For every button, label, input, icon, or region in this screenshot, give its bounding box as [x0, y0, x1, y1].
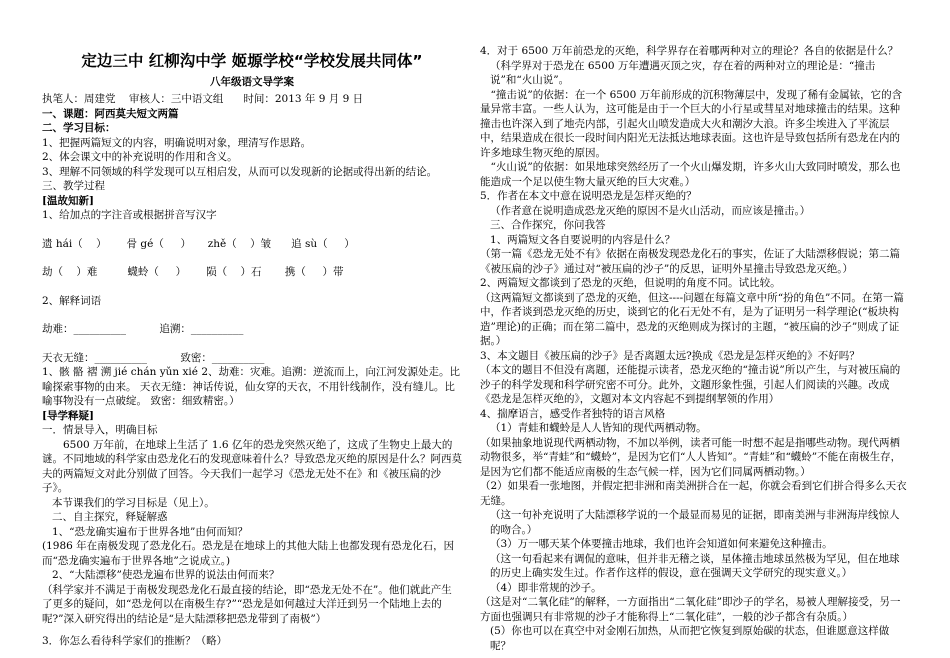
coop-question: 3、本文题目《被压扁的沙子》是否离题太远?换成《恐龙是怎样灭绝的》不好吗？ — [480, 349, 860, 362]
section-goals: 二、学习目标： — [42, 122, 116, 134]
answer-4b: “撞击说”的依据：在一个 6500 万年前形成的沉积物薄层中，发现了稀有金属铱，它的含量异常丰富。一些人认为，这可能是由于一个巨大的小行星或彗星对地球撞击的结果。这种撞击也许深入到了地壳内部，引起火山喷发造成大火和潮汐大浪。许多尘埃进入了平流层中，结果造成在很长一段时间内阳光无法抵达地球表面。这也许是导致包括所有恐龙在内的许多地球生物灭绝的原因。 — [480, 88, 903, 159]
explore-answer: （科学家并不满足于南极发现恐龙化石最直接的结论，即“恐龙无处不在”。他们就此产生了更多的疑问，如“恐龙何以在南极生存?”“恐龙是如何越过大洋迁到另一个陆地上去的呢?”深入研究得出的结论是“是大陆漂移把恐龙带到了南极”） — [42, 583, 452, 625]
language-answer: （这是对“二氧化硅”的解释，一方面指出“二氧化硅”即沙子的学名，易被人理解接受，另一方面也强调只有非常规的沙子才能称得上“二氧化硅”，一般的沙子都含有杂质。） — [480, 596, 901, 623]
question-terms: 2、解释词语 — [42, 294, 102, 307]
daoxue-heading: [导学释疑] — [42, 409, 94, 422]
language-answer: （如果抽象地说现代两栖动物，不加以举例，读者可能一时想不起是指哪些动物。现代两栖动物很多，举“青蛙”和“蠛蛉”，是因为它们“人人皆知”。“青蛙”和“蠛蛉”不能在南极生存，是因为它们都不能适应南极的生态气候一样，因为它们同属两栖动物。） — [480, 436, 902, 478]
answer-4c: “火山说”的依据：如果地球突然经历了一个火山爆发期，许多火山大致同时喷发，那么也能造成一个足以使生物大量灭绝的巨大灾难。） — [480, 161, 901, 188]
language-item: (5）你也可以在真空中对金刚石加热，从而把它恢复到原始碳的状态，但谁愿意这样做呢？ — [490, 625, 890, 652]
term-row: 天衣无缝：__________ 致密：__________ — [42, 351, 265, 364]
pinyin-row: 劫（ ）难 蠛蛉（ ） 陨（ ）石 携（ ）带 — [42, 266, 344, 278]
explore-question: 1、“恐龙确实遍布于世界各地”由何而知？ — [52, 525, 248, 538]
wengu-heading: [温故知新] — [42, 194, 94, 207]
answer-block: 1、骸 骼 褶 溯 jié chán yǔn xié 2、劫难：灾难。追溯：逆流而上，向江河发源处走。比喻探索事物的由来。 天衣无缝：神话传说，仙女穿的天衣，不用针线制作，没有缝儿。比喻事物没有一点破绽。 致密：细致精密。） — [42, 366, 461, 407]
intro-text: 6500 万年前，在地球上生活了 1.6 亿年的恐龙突然灭绝了，这成了生物史上最大的谜。不同地域的科学家由恐龙化石的发现意味着什么？导致恐龙灭绝的原因是什么？阿西莫夫的两篇短文对此分别做了回答。今天我们一起学习《恐龙无处不在》和《被压扁的沙子》。 — [42, 438, 462, 494]
language-item: （3）万一哪天某个体要撞击地球，我们也许会知道如何来避免这种撞击。 — [490, 538, 833, 550]
coop-question: 2、两篇短文都谈到了恐龙的灭绝，但说明的角度不同。试比较。 — [480, 277, 781, 289]
question-pinyin: 1、给加点的字注音或根据拼音写汉字 — [42, 209, 217, 221]
pinyin-row: 遗 hái（ ） 骨 gé（ ） zhě（ ）皱 追 sù（ ） — [42, 237, 355, 250]
language-item: （2）如果看一张地图，并假定把非洲和南美洲拼合在一起，你就会看到它们拼合得多么天衣无缝。 — [480, 480, 907, 507]
explore-question: 2、“大陆漂移”使恐龙遍布世界的说法由何而来？ — [52, 569, 280, 581]
intro-heading: 一．情景导入，明确目标 — [42, 424, 158, 436]
answer-5: （作者意在说明造成恐龙灭绝的原因不是火山活动，而应该是撞击。） — [490, 204, 811, 217]
page-title: 定边三中 红柳沟中学 姬塬学校“学校发展共同体” — [81, 52, 423, 70]
question-4: 4．对于 6500 万年前恐龙的灭绝，科学界存在着哪两种对立的理论？各自的依据是什么？ — [480, 45, 899, 57]
goal-show: 本节课我们的学习目标是（见上）。 — [52, 496, 215, 509]
section-topic: 一、课题：阿西莫夫短文两篇 — [42, 107, 179, 120]
coop-answer: （第一篇《恐龙无处不有》依据在南极发现恐龙化石的事实，佐证了大陆漂移假说；第二篇《被压扁的沙子》通过对“被压扁的沙子”的反思，证明外星撞击导致恐龙灭绝。） — [480, 248, 900, 275]
left-column — [42, 0, 462, 649]
coop-heading: 三、合作探究，你问我答 — [490, 219, 606, 231]
question-5: 5．作者在本文中意在说明恐龙是怎样灭绝的？ — [480, 190, 697, 202]
coop-question: 4、揣摩语言，感受作者独特的语言风格 — [480, 407, 666, 420]
explore-question: 3．你怎么看待科学家们的推断？（略） — [42, 635, 228, 647]
coop-answer: （本文的题目不但没有离题，还能提示读者，恐龙灭绝的“撞击说”所以产生，与对被压扁的沙子的科学发现和科学研究密不可分。此外，文题形象性强，引起人们阅读的兴趣。改成《恐龙是怎样灭绝的》，文题对本文内容起不到提纲挈领的作用） — [480, 364, 901, 405]
page-subtitle: 八年级语文导学案 — [210, 75, 294, 88]
language-item: （1）青蛙和蠛蛉是人人皆知的现代两栖动物。 — [490, 422, 707, 434]
explore-answer: (1986 年在南极发现了恐龙化石。恐龙是在地球上的其他大陆上也都发现有恐龙化石，因而“恐龙确实遍布于世界各地”之说成立。) — [42, 540, 455, 567]
goal-item: 3、理解不同领域的科学发现可以互相启发，从而可以发现新的论据或得出新的结论。 — [42, 165, 438, 178]
section-process: 三、教学过程 — [42, 180, 105, 192]
goal-item: 1、把握两篇短文的内容，明确说明对象，理清写作思路。 — [42, 136, 312, 149]
language-answer: （这一句补充说明了大陆漂移学说的一个最显而易见的证据，即南美洲与非洲海岸线惊人的吻合。） — [490, 509, 900, 536]
right-column — [480, 44, 908, 653]
coop-answer: （这两篇短文都谈到了恐龙的灭绝，但这----问题在每篇文章中所“扮的角色”不同。在第一篇中，作者谈到恐龙灭绝的历史，谈到它的化石无处不有，是为了证明另一科学理论(“板块构造”理论)的正确；而在第二篇中，恐龙的灭绝则成为探讨的主题，“被压扁的沙子”则成了证据。） — [480, 291, 904, 347]
language-item: （4）即非常规的沙子。 — [490, 581, 602, 594]
coop-question: 1、两篇短文各自要说明的内容是什么？ — [490, 233, 676, 246]
meta-line: 执笔人：周建党 审核人：三中语文组 时间：2013 年 9 月 9 日 — [42, 93, 364, 105]
goal-item: 2、体会课文中的补充说明的作用和含义。 — [42, 151, 238, 163]
answer-4a: （科学界对于恐龙在 6500 万年遭遇灭顶之灾，存在着的两种对立的理论是：“撞击说”和“火山说”。 — [490, 59, 876, 86]
language-answer: （这一句看起来有调侃的意味，但并非无稽之谈，星体撞击地球虽然极为罕见，但在地球的历史上确实发生过。作者作这样的假设，意在强调天文学研究的现实意义。） — [490, 552, 900, 579]
explore-heading: 二、自主探究，释疑解惑 — [52, 511, 168, 523]
term-row: 劫难：__________ 追溯：__________ — [42, 323, 244, 335]
